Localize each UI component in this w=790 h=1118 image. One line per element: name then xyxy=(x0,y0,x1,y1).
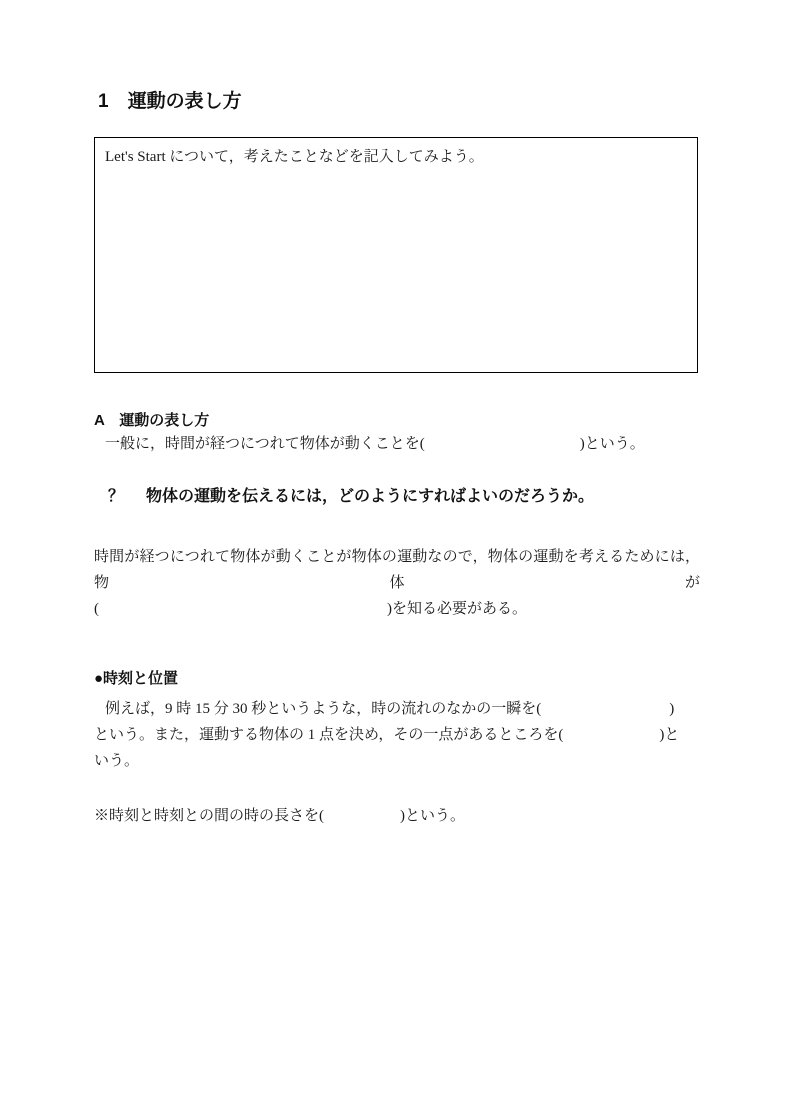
question-text: 物体の運動を伝えるには，どのようにすればよいのだろうか。 xyxy=(146,488,595,505)
paragraph-line: 時間が経つにつれて物体が動くことが物体の運動なので，物体の運動を考えるためには，物体が xyxy=(94,549,700,591)
section-a-paragraph xyxy=(94,544,700,622)
section-a-sentence-pre: 一般に，時間が経つにつれて物体が動くことを( xyxy=(105,436,425,452)
section-a-sentence xyxy=(94,431,700,457)
section-a-sentence-post: )という。 xyxy=(579,436,645,452)
answer-blank xyxy=(541,712,669,713)
question-mark-icon: ？ xyxy=(108,488,125,505)
time-line1-post: ) xyxy=(669,701,675,717)
time-position-paragraph xyxy=(94,696,700,774)
time-length-note xyxy=(94,803,700,829)
lets-start-prompt: Let's Start について，考えたことなどを記入してみよう。 xyxy=(105,149,484,165)
answer-blank xyxy=(425,447,580,448)
note-pre: ※時刻と時刻との間の時の長さを( xyxy=(94,808,324,824)
answer-blank xyxy=(324,819,400,820)
paragraph-line xyxy=(94,722,700,748)
paragraph-line xyxy=(94,696,700,722)
answer-blank xyxy=(563,738,659,739)
paragraph-line: いう。 xyxy=(94,753,140,769)
answer-blank xyxy=(99,612,387,613)
lets-start-answer-box xyxy=(94,137,698,373)
time-position-heading: ●時刻と位置 xyxy=(94,670,179,687)
section-a-heading: A 運動の表し方 xyxy=(94,412,210,429)
note-post: )という。 xyxy=(400,808,465,824)
time-line1-pre: 例えば，9 時 15 分 30 秒というような，時の流れのなかの一瞬を( xyxy=(105,701,542,717)
paragraph-line2-post: )を知る必要がある。 xyxy=(387,601,527,617)
paragraph-line2-pre: ( xyxy=(94,601,99,617)
question-line xyxy=(94,485,700,509)
page-title: 1 運動の表し方 xyxy=(98,91,242,112)
time-line2-pre: という。また，運動する物体の 1 点を決め，その一点があるところを( xyxy=(94,727,564,743)
paragraph-line xyxy=(94,596,700,622)
time-line2-post: )と xyxy=(659,727,680,743)
